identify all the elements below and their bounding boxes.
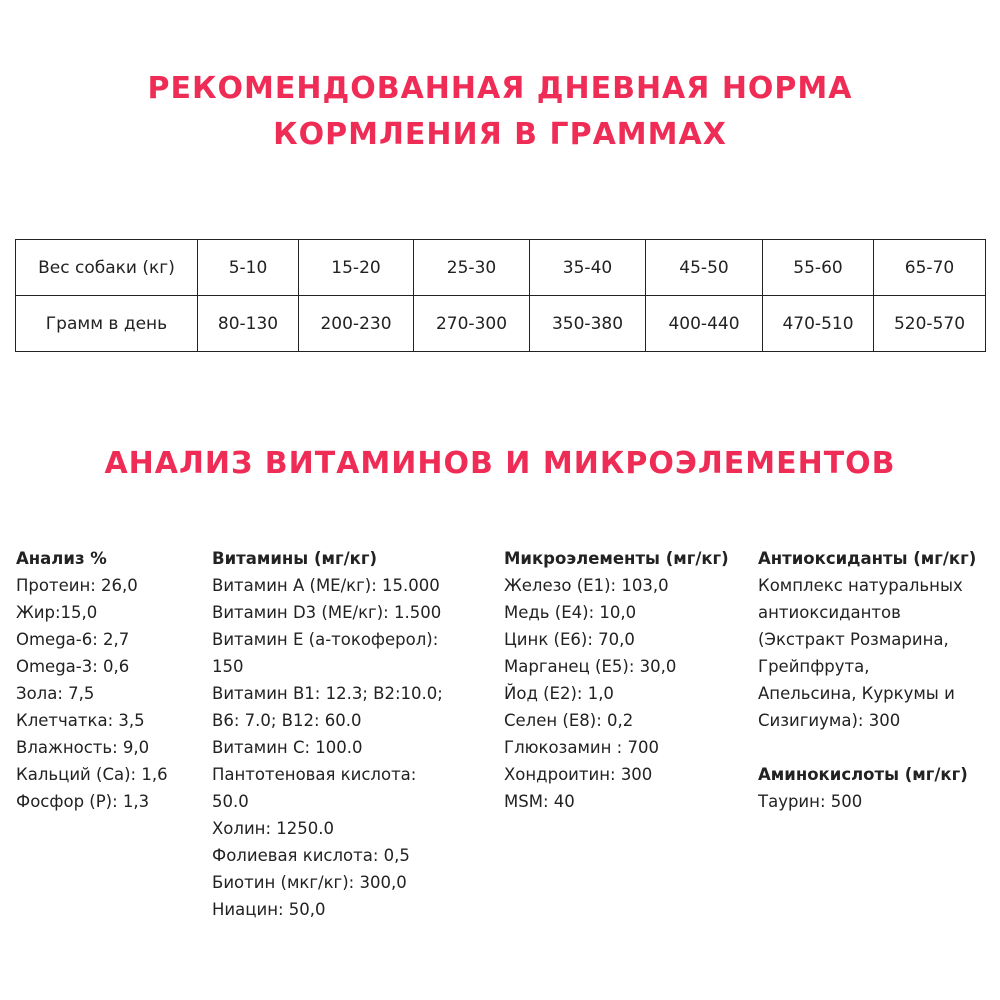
amino-lines bbox=[758, 788, 993, 815]
list-item: Марганец (E5): 30,0 bbox=[504, 657, 677, 676]
list-item: Холин: 1250.0 bbox=[212, 819, 334, 838]
vitamins-lines bbox=[212, 572, 492, 923]
table-cell: 55-60 bbox=[763, 240, 874, 296]
list-item: Omega-3: 0,6 bbox=[16, 657, 130, 676]
table-cell: 470-510 bbox=[763, 296, 874, 352]
list-item: Комплекс натуральных bbox=[758, 576, 963, 595]
list-item: Цинк (E6): 70,0 bbox=[504, 630, 635, 649]
antioxidants-lines bbox=[758, 572, 993, 734]
table-row-label: Грамм в день bbox=[16, 296, 198, 352]
list-item: B6: 7.0; B12: 60.0 bbox=[212, 711, 362, 730]
minerals-column bbox=[504, 545, 749, 815]
list-item: Сизигиума): 300 bbox=[758, 711, 901, 730]
list-item: Биотин (мкг/кг): 300,0 bbox=[212, 873, 407, 892]
list-item: Медь (E4): 10,0 bbox=[504, 603, 637, 622]
list-item: Ниацин: 50,0 bbox=[212, 900, 326, 919]
table-row-weight bbox=[16, 240, 986, 296]
list-item: Влажность: 9,0 bbox=[16, 738, 150, 757]
analysis-lines bbox=[16, 572, 196, 815]
feeding-title-line-2: КОРМЛЕНИЯ В ГРАММАХ bbox=[273, 117, 727, 152]
table-cell: 65-70 bbox=[874, 240, 986, 296]
list-item: Витамин C: 100.0 bbox=[212, 738, 363, 757]
list-item: Витамин B1: 12.3; B2:10.0; bbox=[212, 684, 443, 703]
list-item: Клетчатка: 3,5 bbox=[16, 711, 145, 730]
list-item: Железо (E1): 103,0 bbox=[504, 576, 669, 595]
table-cell: 520-570 bbox=[874, 296, 986, 352]
feeding-title bbox=[0, 66, 1000, 158]
list-item: Витамин A (МЕ/кг): 15.000 bbox=[212, 576, 440, 595]
list-item: Протеин: 26,0 bbox=[16, 576, 138, 595]
list-item: Таурин: 500 bbox=[758, 792, 863, 811]
antioxidants-column bbox=[758, 545, 993, 815]
list-item: 150 bbox=[212, 657, 244, 676]
table-cell: 200-230 bbox=[299, 296, 414, 352]
table-cell: 25-30 bbox=[414, 240, 530, 296]
table-cell: 5-10 bbox=[198, 240, 299, 296]
feeding-table bbox=[15, 239, 986, 352]
table-row-grams bbox=[16, 296, 986, 352]
list-item: Жир:15,0 bbox=[16, 603, 98, 622]
list-item: Селен (E8): 0,2 bbox=[504, 711, 634, 730]
minerals-header: Микроэлементы (мг/кг) bbox=[504, 549, 729, 568]
list-item: (Экстракт Розмарина, bbox=[758, 630, 949, 649]
list-item: антиоксидантов bbox=[758, 603, 901, 622]
amino-header: Аминокислоты (мг/кг) bbox=[758, 765, 968, 784]
table-cell: 270-300 bbox=[414, 296, 530, 352]
table-cell: 400-440 bbox=[646, 296, 763, 352]
list-item: Глюкозамин : 700 bbox=[504, 738, 659, 757]
table-cell: 80-130 bbox=[198, 296, 299, 352]
list-item: Пантотеновая кислота: bbox=[212, 765, 417, 784]
vitamins-header: Витамины (мг/кг) bbox=[212, 549, 377, 568]
antioxidants-header: Антиоксиданты (мг/кг) bbox=[758, 549, 977, 568]
table-cell: 45-50 bbox=[646, 240, 763, 296]
vitamins-column bbox=[212, 545, 492, 923]
list-item: Витамин D3 (МЕ/кг): 1.500 bbox=[212, 603, 442, 622]
table-cell: 350-380 bbox=[530, 296, 646, 352]
minerals-lines bbox=[504, 572, 749, 815]
list-item: Omega-6: 2,7 bbox=[16, 630, 130, 649]
list-item: Йод (E2): 1,0 bbox=[504, 684, 614, 703]
list-item: Хондроитин: 300 bbox=[504, 765, 653, 784]
analysis-column bbox=[16, 545, 196, 815]
analysis-header: Анализ % bbox=[16, 549, 107, 568]
list-item: Кальций (Ca): 1,6 bbox=[16, 765, 168, 784]
list-item: Грейпфрута, bbox=[758, 657, 870, 676]
feeding-title-line-1: РЕКОМЕНДОВАННАЯ ДНЕВНАЯ НОРМА bbox=[147, 71, 853, 106]
list-item: MSM: 40 bbox=[504, 792, 575, 811]
list-item: Фолиевая кислота: 0,5 bbox=[212, 846, 410, 865]
list-item: Апельсина, Куркумы и bbox=[758, 684, 955, 703]
list-item: Витамин Е (а-токоферол): bbox=[212, 630, 439, 649]
analysis-title: АНАЛИЗ ВИТАМИНОВ И МИКРОЭЛЕМЕНТОВ bbox=[104, 446, 896, 481]
table-cell: 35-40 bbox=[530, 240, 646, 296]
table-cell: 15-20 bbox=[299, 240, 414, 296]
list-item: Зола: 7,5 bbox=[16, 684, 95, 703]
table-row-label: Вес собаки (кг) bbox=[16, 240, 198, 296]
list-item: 50.0 bbox=[212, 792, 249, 811]
list-item: Фосфор (P): 1,3 bbox=[16, 792, 150, 811]
